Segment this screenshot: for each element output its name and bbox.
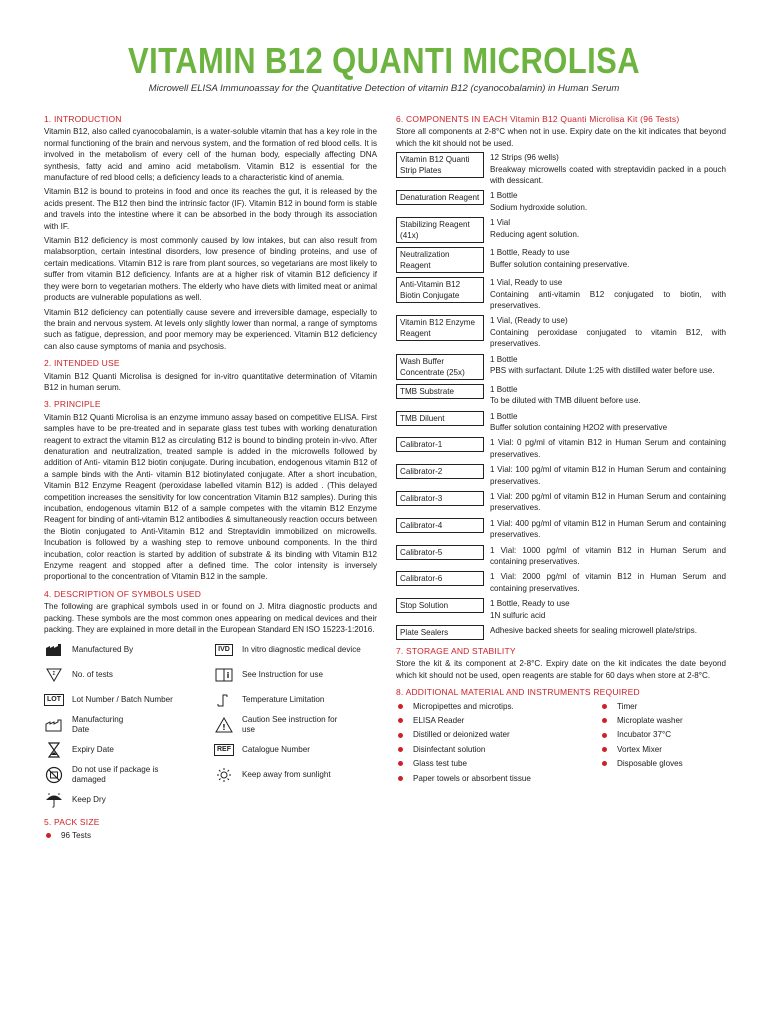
component-quantity: 1 Bottle — [490, 384, 518, 394]
list-item — [600, 701, 726, 712]
paragraph: Vitamin B12 Quanti Microlisa is designed for in-vitro quantitative determination of Vitamin B12 in human serum. — [44, 371, 377, 392]
component-detail: Reducing agent solution. — [490, 229, 580, 239]
component-description — [490, 190, 726, 213]
thermometer-icon — [214, 691, 234, 709]
component-row — [396, 545, 726, 568]
component-description — [490, 491, 726, 514]
component-quantity: 1 Bottle — [490, 191, 518, 201]
component-quantity: 1 Vial: 0 pg/ml of vitamin B12 in Human Serum and containing preservatives. — [490, 438, 726, 459]
component-detail: Buffer solution containing H2O2 with preservative — [490, 422, 668, 432]
svg-text:Σ: Σ — [52, 671, 56, 678]
symbol-label: Keep away from sunlight — [242, 770, 331, 780]
list-item-label: Micropipettes and microtips. — [413, 701, 514, 711]
symbols-grid — [44, 639, 377, 811]
list-item — [396, 715, 600, 726]
component-detail: 1N sulfuric acid — [490, 610, 546, 620]
component-name: Calibrator-1 — [396, 437, 484, 452]
symbol-item — [44, 764, 214, 786]
damaged-package-icon — [44, 766, 64, 784]
section-components — [396, 114, 726, 640]
component-row — [396, 277, 726, 311]
component-description — [490, 545, 726, 568]
component-detail: To be diluted with TMB diluent before use. — [490, 396, 641, 406]
hourglass-icon — [44, 741, 64, 759]
symbol-label: Manufactured By — [72, 645, 134, 655]
bullet-icon — [398, 704, 403, 709]
component-name: Calibrator-2 — [396, 464, 484, 479]
component-quantity: 1 Bottle, Ready to use — [490, 248, 570, 258]
svg-text:!: ! — [222, 723, 226, 733]
component-description — [490, 437, 726, 460]
list-item — [600, 758, 726, 769]
list-item — [396, 758, 600, 769]
component-description — [490, 518, 726, 541]
list-item — [396, 729, 600, 740]
bullet-icon — [398, 776, 403, 781]
symbol-label: Expiry Date — [72, 745, 114, 755]
component-description — [490, 598, 726, 621]
umbrella-icon — [44, 791, 64, 809]
right-column — [396, 114, 726, 790]
component-name: Wash Buffer Concentrate (25x) — [396, 354, 484, 380]
component-quantity: 1 Vial, (Ready to use) — [490, 316, 568, 326]
component-name: Vitamin B12 Enzyme Reagent — [396, 315, 484, 341]
bullet-icon — [46, 833, 51, 838]
component-row — [396, 411, 726, 434]
component-description — [490, 571, 726, 594]
component-quantity: 1 Bottle — [490, 411, 518, 421]
symbol-item — [44, 689, 214, 711]
list-item-label: Vortex Mixer — [617, 744, 662, 754]
list-item — [396, 773, 600, 784]
factory-icon — [44, 641, 64, 659]
ivd-icon: IVD — [214, 641, 234, 659]
component-detail: Buffer solution containing preservative. — [490, 259, 630, 269]
component-row — [396, 217, 726, 243]
component-detail: PBS with surfactant. Dilute 1:25 with distilled water before use. — [490, 366, 715, 376]
component-quantity: Adhesive backed sheets for sealing microwell plate/strips. — [490, 626, 697, 635]
list-item — [600, 744, 726, 755]
component-row — [396, 315, 726, 349]
section-introduction — [44, 114, 377, 352]
component-description — [490, 247, 726, 273]
component-description — [490, 315, 726, 349]
caution-icon — [214, 716, 234, 734]
component-detail: Breakway microwells coated with streptavidin packed in a pouch with dessicant. — [490, 164, 726, 186]
component-name: Calibrator-5 — [396, 545, 484, 560]
bullet-icon — [398, 761, 403, 766]
symbol-item — [214, 764, 377, 786]
left-column — [44, 114, 377, 847]
list-item-label: 96 Tests — [61, 830, 91, 840]
components-list — [396, 152, 726, 640]
section-heading: 4. DESCRIPTION OF SYMBOLS USED — [44, 588, 202, 599]
component-row — [396, 247, 726, 273]
list-item-label: ELISA Reader — [413, 716, 465, 726]
symbol-item — [44, 639, 214, 661]
component-name: Anti-Vitamin B12 Biotin Conjugate — [396, 277, 484, 303]
symbol-item — [214, 664, 377, 686]
component-row — [396, 190, 726, 213]
component-detail: Containing anti-vitamin B12 conjugated to biotin, with preservatives. — [490, 289, 726, 311]
component-name: TMB Substrate — [396, 384, 484, 399]
component-quantity: 1 Bottle — [490, 354, 518, 364]
list-item-label: Disinfectant solution — [413, 744, 486, 754]
component-name: Calibrator-6 — [396, 571, 484, 586]
list-item-label: Distilled or deionized water — [413, 730, 510, 740]
component-name: Denaturation Reagent — [396, 190, 484, 205]
component-description — [490, 384, 726, 407]
component-name: Stop Solution — [396, 598, 484, 613]
component-row — [396, 571, 726, 594]
bullet-icon — [602, 718, 607, 723]
component-name: Calibrator-3 — [396, 491, 484, 506]
list-item-label: Glass test tube — [413, 759, 467, 769]
section-intended-use — [44, 358, 377, 393]
section-heading: 2. INTENDED USE — [44, 358, 120, 369]
section-symbols — [44, 589, 377, 812]
svg-text:i: i — [226, 671, 230, 681]
component-name: Stabilizing Reagent (41x) — [396, 217, 484, 243]
section-heading: 3. PRINCIPLE — [44, 399, 101, 410]
component-description — [490, 217, 726, 243]
list-item — [396, 744, 600, 755]
bullet-icon — [602, 747, 607, 752]
list-item — [600, 715, 726, 726]
symbol-label: Caution See instruction for use — [242, 715, 338, 735]
component-quantity: 12 Strips (96 wells) — [490, 153, 559, 163]
bullet-icon — [398, 733, 403, 738]
section-heading: 7. STORAGE AND STABILITY — [396, 646, 516, 656]
paragraph: Vitamin B12 deficiency can potentially cause severe and irreversible damage, especially to the brain and nervous system. At levels only slightly lower than normal, a range of symptoms such as fatigue, depression, and poor memory may be experienced. Vitamin B12 deficiency can also cause symptoms of mania and psychosis. — [44, 307, 377, 351]
bullet-icon — [398, 718, 403, 723]
symbol-label: Do not use if package is damaged — [72, 765, 159, 785]
component-description — [490, 464, 726, 487]
sunlight-icon — [214, 766, 234, 784]
paragraph: Vitamin B12 is bound to proteins in food and once its reaches the gut, it is released by the acids present. The B12 then bind the intrinsic factor (IF). Vitamin B12 in bound form is stable and travels into the intestine where it can be absorbed in the body through its association with IF. — [44, 187, 377, 231]
component-quantity: 1 Vial, Ready to use — [490, 278, 563, 288]
component-row — [396, 437, 726, 460]
component-quantity: 1 Vial — [490, 218, 511, 228]
symbol-label: In vitro diagnostic medical device — [242, 645, 361, 655]
symbol-item — [214, 714, 377, 736]
list-item-label: Incubator 37°C — [617, 730, 672, 740]
paragraph: Store all components at 2-8°C when not in use. Expiry date on the kit indicates that beyond which the kit should not be used. — [396, 127, 726, 148]
symbol-item — [214, 739, 377, 761]
component-name: Vitamin B12 Quanti Strip Plates — [396, 152, 484, 178]
component-quantity: 1 Vial: 2000 pg/ml of vitamin B12 in Human Serum and containing preservatives. — [490, 572, 726, 593]
symbol-item — [44, 739, 214, 761]
component-quantity: 1 Bottle, Ready to use — [490, 599, 570, 609]
component-quantity: 1 Vial: 1000 pg/ml of vitamin B12 in Human Serum and containing preservatives. — [490, 545, 726, 566]
required-list — [396, 701, 726, 784]
list-item-label: Paper towels or absorbent tissue — [413, 773, 531, 783]
symbol-label: Manufacturing Date — [72, 715, 124, 735]
component-row — [396, 598, 726, 621]
component-name: TMB Diluent — [396, 411, 484, 426]
paragraph: Vitamin B12, also called cyanocobalamin, is a water-soluble vitamin that has a key role in the normal functioning of the brain and nervous system, and the formation of red blood cells. It is involved in the metabolism of every cell of the human body, especially affecting DNA synthesis, fatty acid and amino acid metabolism. Vitamin B12 is essential for the manufacture of red blood cells; a deficiency leads to a characteristic kind of anemia. — [44, 127, 377, 183]
symbol-item — [214, 689, 377, 711]
symbol-label: Temperature Limitation — [242, 695, 325, 705]
component-name: Neutralization Reagent — [396, 247, 484, 273]
symbol-item — [44, 714, 214, 736]
list-item-label: Disposable gloves — [617, 759, 683, 769]
symbol-item — [44, 664, 214, 686]
manufacturing-date-icon — [44, 716, 64, 734]
section-principle — [44, 399, 377, 583]
instruction-book-icon — [214, 666, 234, 684]
paragraph: The following are graphical symbols used in or found on J. Mitra diagnostic products and packing. These symbols are the most common ones appearing on medical devices and their packing. They are explained in more detail in the European Standard EN ISO 15223-1:2016. — [44, 602, 377, 635]
component-row — [396, 518, 726, 541]
ref-icon: REF — [214, 741, 234, 759]
component-description — [490, 354, 726, 380]
component-description — [490, 277, 726, 311]
page-subtitle: Microwell ELISA Immunoassay for the Quantitative Detection of vitamin B12 (cyanocobalamin) in Human Serum — [148, 83, 620, 94]
component-description — [490, 152, 726, 186]
component-row — [396, 491, 726, 514]
lot-icon: LOT — [44, 691, 64, 709]
paragraph: Vitamin B12 Quanti Microlisa is an enzyme immuno assay based on competitive ELISA. First samples have to be pre-treated and in separate glass test tubes with working denaturation reagent to extract the vitamin B12 as circulating B12 is bound to binding protein in-vivo. After denaturation and neutralization, treated sample is added in the microwells followed by addition of Anti- vitamin B12 biotin conjugate. During incubation, endogenous vitamin B12 of a sample binds with the Anti- vitamin B12 biotinylated conjugate. After a short incubation, Vitamin B12 Enzyme Reagent (peroxidase labelled vitamin B12) is added . (This delayed competition increases the sensitivity for low concentration Vitamin B12 samples). During this incubation, endogenous vitamin B12 of a sample competes with the vitamin B12 Enzyme Reagent for binding of anti-vitamin B12 antibodies & simultaneously reaction occurs between the Biotin conjugated to Anti-Vitamin B12 and Streptavidin immobilized on microwells. Incubation is followed by a washing step to remove unbound components. In the third incubation, color reaction is started by addition of substrate & its binding with Vitamin B12 Enzyme reagent and stopped after a defined time. The color intensity is inversely proportional to the concentration of Vitamin B12 in the sample. — [44, 412, 377, 582]
list-item — [600, 729, 726, 740]
bullet-icon — [602, 704, 607, 709]
list-item-label: Timer — [617, 701, 638, 711]
section-required — [396, 687, 726, 784]
paragraph: Vitamin B12 deficiency is most commonly caused by low intakes, but can also result from malabsorption, certain intestinal disorders, low presence of binding proteins, and use of certain medications. Vitamin B12 is rare from plant sources, so vegetarians are most likely to suffer from vitamin B12 deficiency. Infants are at a higher risk of vitamin B12 deficiency if they were born to vegetarian mothers. The elderly who have diets with limited meat or animal products are vulnerable populations as well. — [44, 236, 377, 303]
component-name: Plate Sealers — [396, 625, 484, 640]
section-storage — [396, 646, 726, 681]
component-row — [396, 354, 726, 380]
component-detail: Containing peroxidase conjugated to vitamin B12, with preservatives. — [490, 327, 726, 349]
list-item — [396, 701, 600, 712]
list-item-label: Microplate washer — [617, 716, 683, 726]
component-description — [490, 411, 726, 434]
symbol-label: See Instruction for use — [242, 670, 323, 680]
section-pack-size — [44, 817, 377, 841]
symbol-label: No. of tests — [72, 670, 113, 680]
list-item — [44, 830, 377, 841]
symbol-item — [214, 639, 377, 661]
component-quantity: 1 Vial: 100 pg/ml of vitamin B12 in Human Serum and containing preservatives. — [490, 465, 726, 486]
tests-count-icon — [44, 666, 64, 684]
component-name: Calibrator-4 — [396, 518, 484, 533]
section-heading: 6. COMPONENTS IN EACH Vitamin B12 Quanti Microlisa Kit (96 Tests) — [396, 114, 680, 124]
component-quantity: 1 Vial: 400 pg/ml of vitamin B12 in Human Serum and containing preservatives. — [490, 518, 726, 540]
bullet-icon — [602, 761, 607, 766]
symbol-label: Keep Dry — [72, 795, 106, 805]
component-row — [396, 625, 726, 640]
section-heading: 8. ADDITIONAL MATERIAL AND INSTRUMENTS REQUIRED — [396, 687, 640, 698]
component-quantity: 1 Vial: 200 pg/ml of vitamin B12 in Human Serum and containing preservatives. — [490, 491, 726, 513]
page-title: VITAMIN B12 QUANTI MICROLISA — [128, 40, 640, 81]
component-row — [396, 152, 726, 186]
bullet-icon — [602, 733, 607, 738]
component-detail: Sodium hydroxide solution. — [490, 202, 588, 212]
paragraph: Store the kit & its component at 2-8°C. Expiry date on the kit indicates the date beyond which kit should not be used, open reagents are stable for 60 days when store at 2-8°C. — [396, 659, 726, 680]
component-description — [490, 625, 726, 640]
section-heading: 5. PACK SIZE — [44, 817, 100, 828]
bullet-icon — [398, 747, 403, 752]
symbol-label: Catalogue Number — [242, 745, 310, 755]
component-row — [396, 464, 726, 487]
section-heading: 1. INTRODUCTION — [44, 114, 122, 124]
symbol-label: Lot Number / Batch Number — [72, 695, 173, 705]
symbol-item — [44, 789, 214, 811]
component-row — [396, 384, 726, 407]
